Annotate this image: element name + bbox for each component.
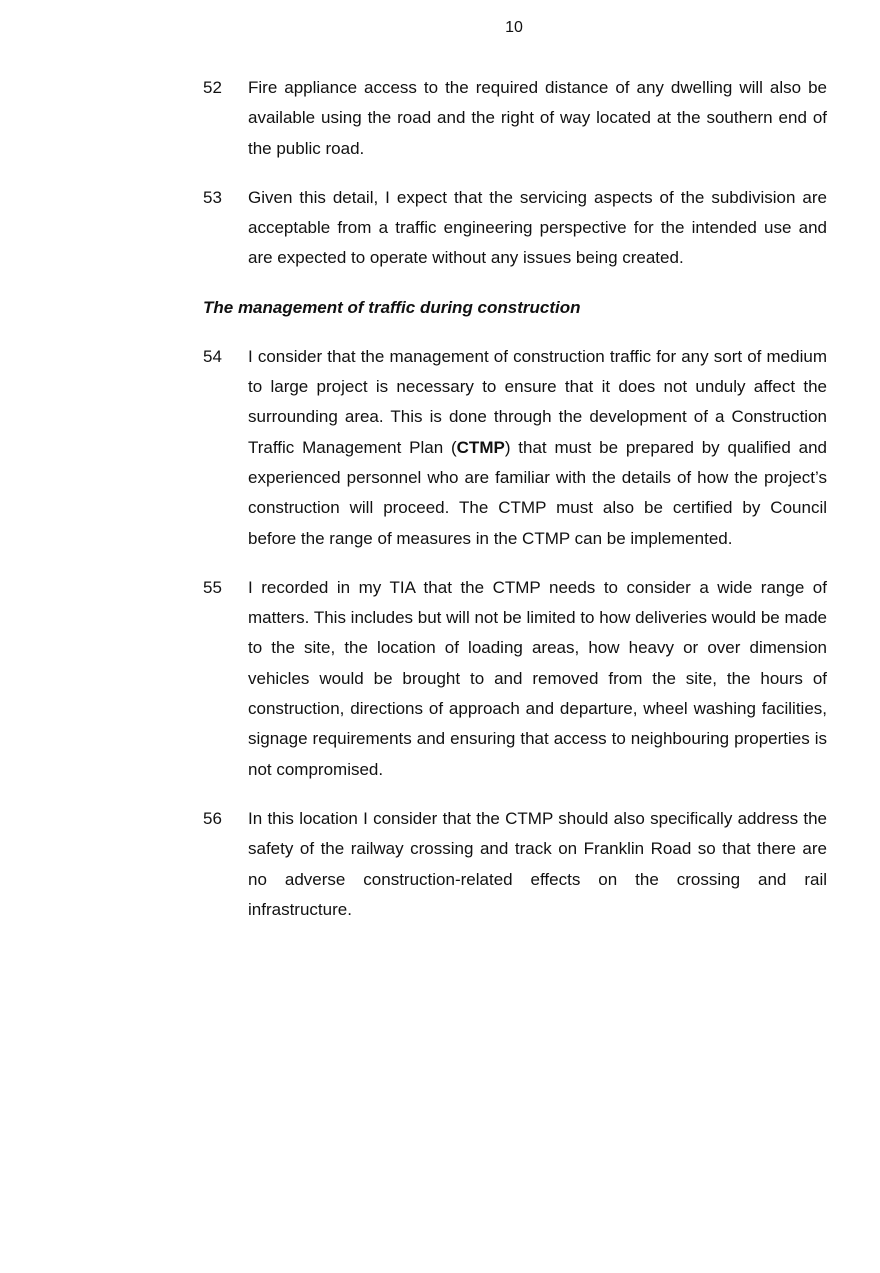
paragraph-text: Given this detail, I expect that the servicing aspects of the subdivision are acceptable from a traffic engineering perspective for the intended use and are expected to operate without any issues being created. [248,187,827,268]
paragraph-text-part: I consider that the management of construction traffic for any sort of medium to large project is necessary to ensure that it does not unduly affect the surrounding area. This is done through the development of a Construction Traffic Management Plan ( [248,346,827,457]
paragraph-text: In this location I consider that the CTMP should also specifically address the safety of the railway crossing and track on Franklin Road so that there are no adverse construction-related effects on the crossing and rail infrastructure. [248,808,827,919]
paragraph-54 [203,342,827,554]
paragraph-text: I recorded in my TIA that the CTMP needs to consider a wide range of matters. This includes but will not be limited to how deliveries would be made to the site, the location of loading areas, how heavy or over dimension vehicles would be brought to and removed from the site, the hours of construction, directions of approach and departure, wheel washing facilities, signage requirements and ensuring that access to neighbouring properties is not compromised. [248,577,827,779]
paragraph-number: 52 [203,78,222,97]
paragraph-52 [203,73,827,164]
page-number: 10 [505,19,523,36]
paragraph-53 [203,183,827,274]
document-body [203,73,827,944]
paragraph-text: Fire appliance access to the required distance of any dwelling will also be available using the road and the right of way located at the southern end of the public road. [248,78,827,158]
paragraph-55 [203,573,827,785]
paragraph-text [248,342,827,554]
paragraph-number: 53 [203,187,222,207]
paragraph-56 [203,804,827,925]
paragraph-number: 55 [203,577,222,597]
paragraph-text-part: ) that must be prepared by qualified and experienced personnel who are familiar with the details of how the project’s construction will proceed. The CTMP must also be certified by Council before the range of measures in the CTMP can be implemented. [248,437,827,548]
section-heading: The management of traffic during construction [203,297,581,317]
paragraph-number: 54 [203,346,222,366]
defined-term: CTMP [456,437,505,457]
paragraph-number: 56 [203,808,222,828]
